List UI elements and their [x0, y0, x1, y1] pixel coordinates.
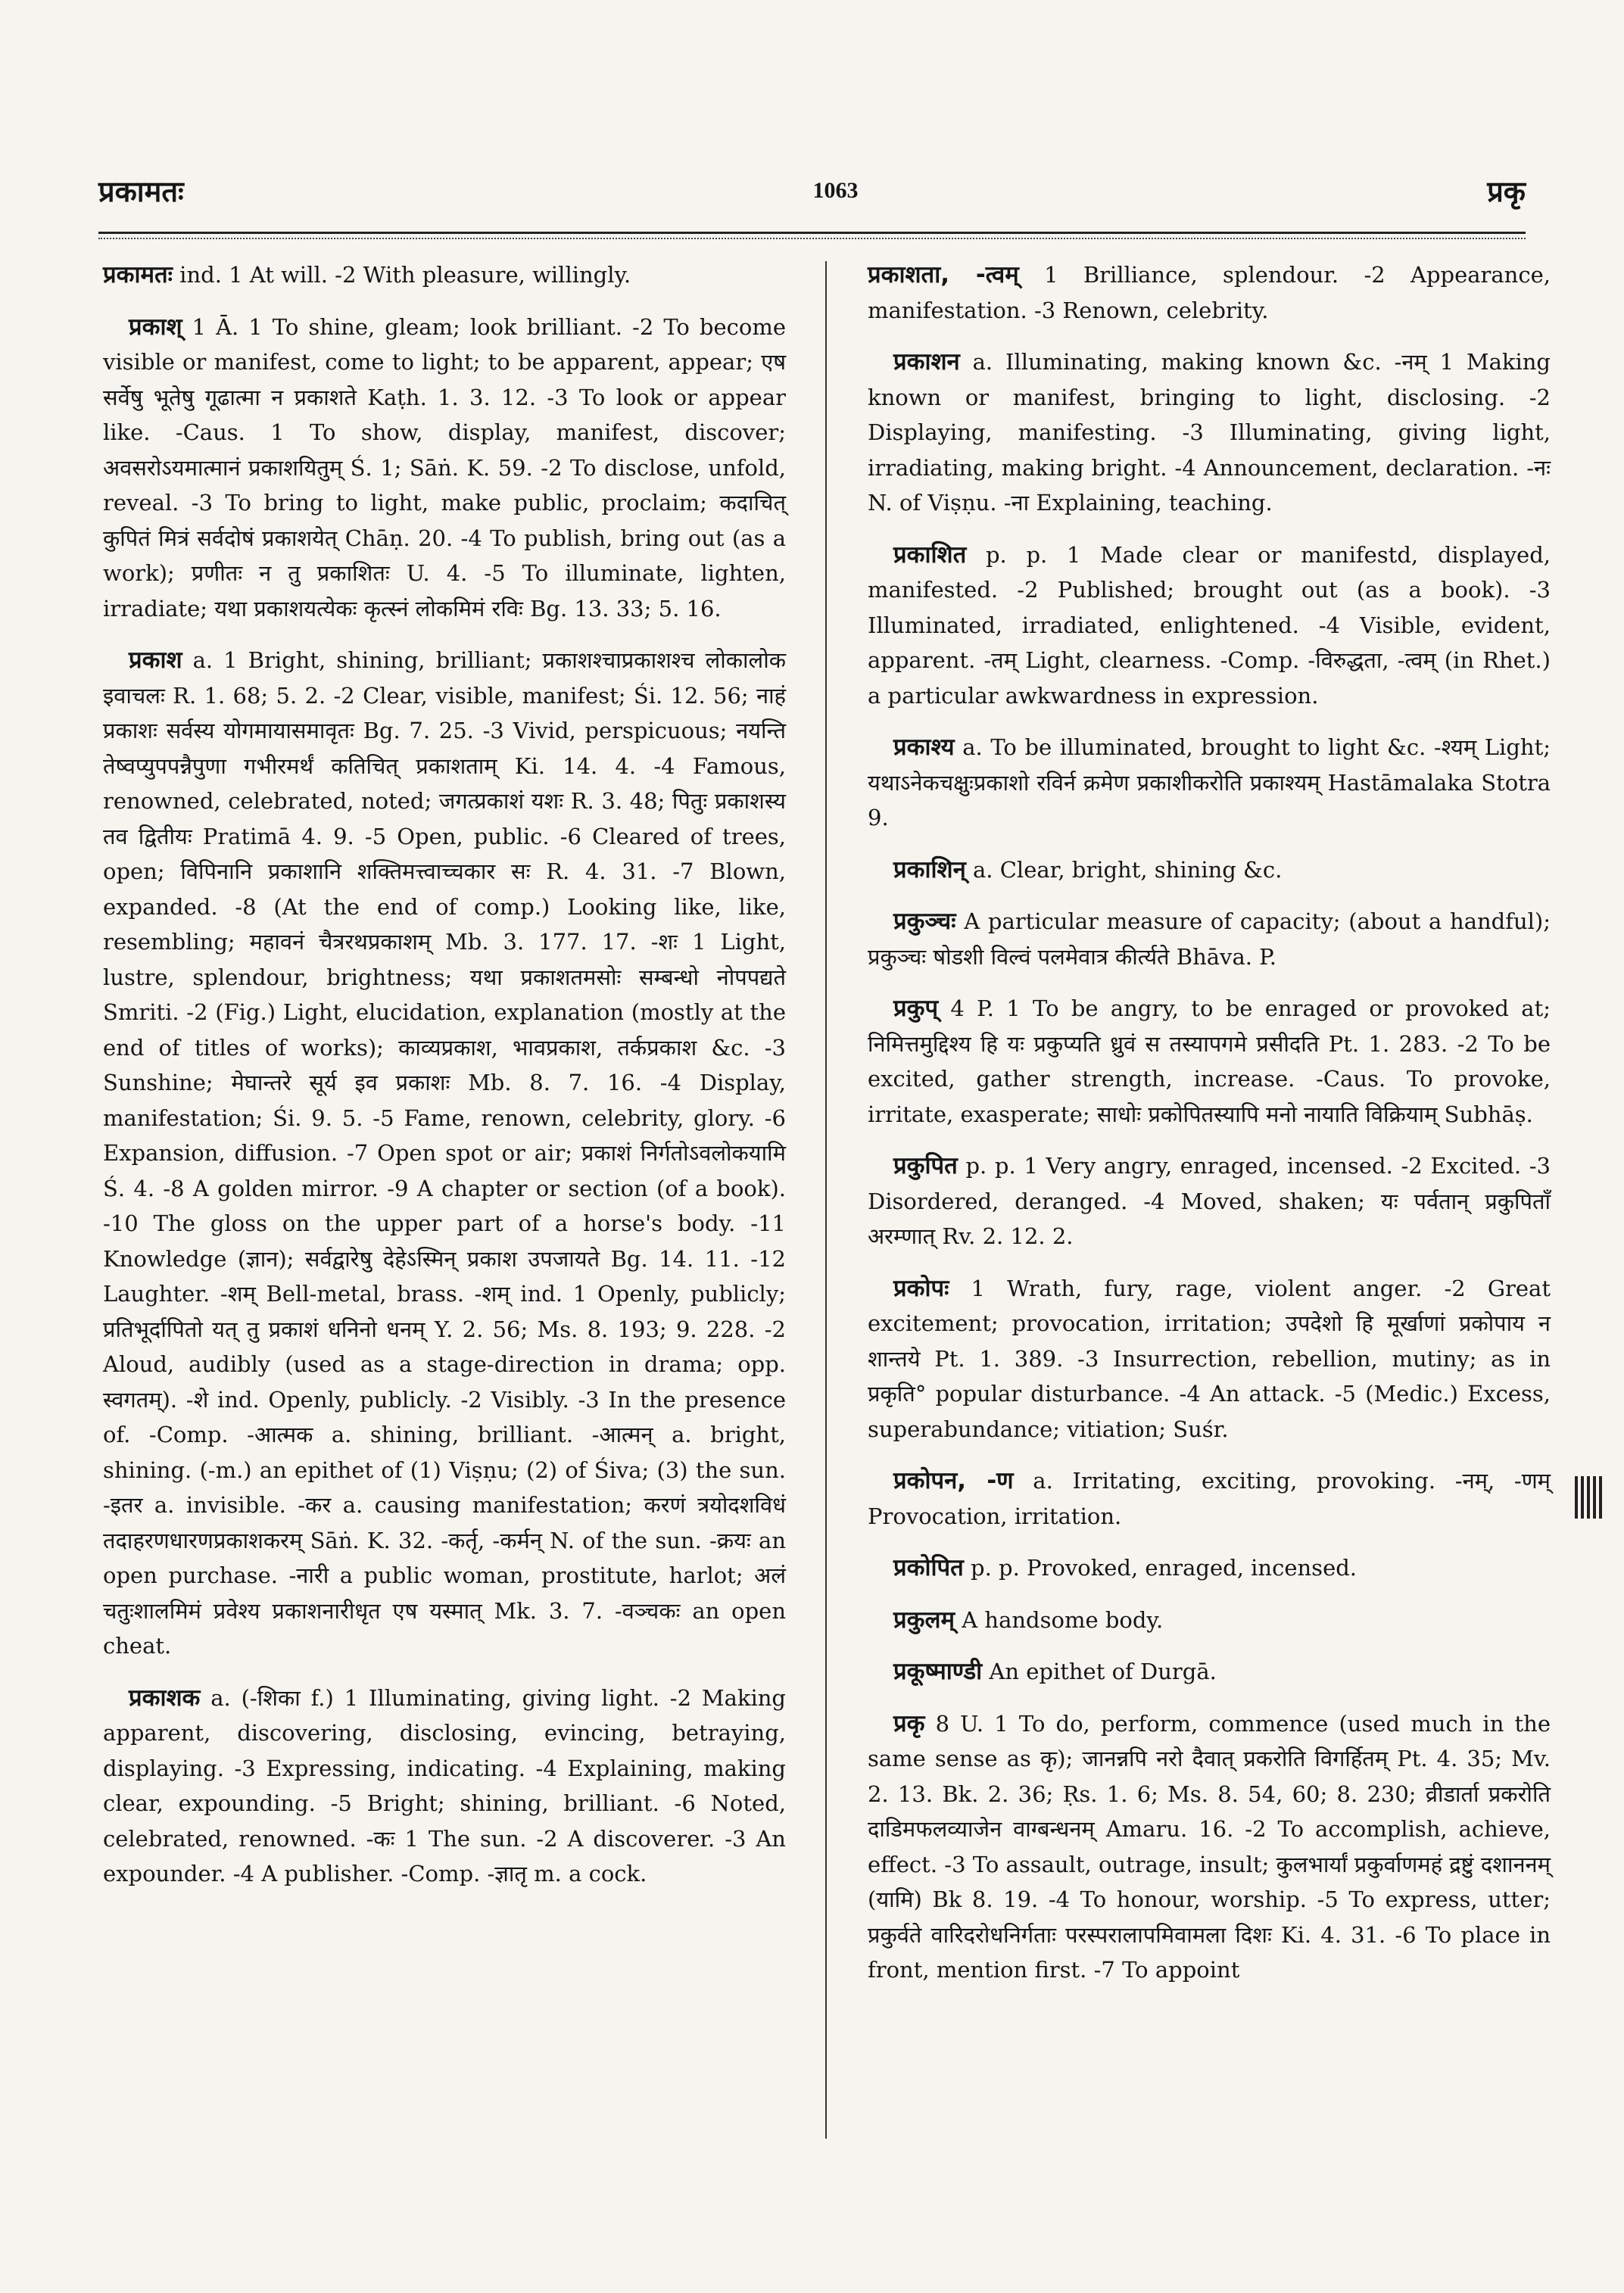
entry-definition: a. Irritating, exciting, provoking. -नम्, -णम् Provocation, irritation. — [868, 1468, 1551, 1529]
entry-headword: प्रकाशिन् — [893, 855, 966, 883]
dictionary-entry — [868, 1603, 1551, 1638]
dictionary-entry — [868, 991, 1551, 1132]
entry-definition: 1 Ā. 1 To shine, gleam; look brilliant. -2 To become visible or manifest, come to light; to be apparent, appear; एष सर्वेषु भूतेषु गूढात्मा न प्रकाशते Kaṭh. 1. 3. 12. -3 To look or appear like. -Caus. 1 To show, display, manifest, discover; अवसरोऽयमात्मानं प्रकाशयितुम् Ś. 1; Sāṅ. K. 59. -2 To disclose, unfold, reveal. -3 To bring to light, make public, proclaim; कदाचित् कुपितं मित्रं सर्वदोषं प्रकाशयेत् Chāṇ. 20. -4 To publish, bring out (as a work); प्रणीतः न तु प्रकाशितः U. 4. -5 To illuminate, lighten, irradiate; यथा प्रकाशयत्येकः कृत्स्नं लोकमिमं रविः Bg. 13. 33; 5. 16. — [103, 313, 786, 622]
entry-headword: प्रकाश् — [129, 313, 182, 341]
dictionary-entry — [868, 537, 1551, 714]
dictionary-entry — [868, 730, 1551, 836]
entry-headword: प्रकोपः — [893, 1274, 949, 1302]
dictionary-entry — [103, 257, 786, 293]
page-number: 1063 — [812, 178, 859, 203]
entry-headword: प्रकृ — [893, 1709, 925, 1737]
entry-definition: A handsome body. — [955, 1606, 1164, 1633]
entry-headword: प्रकूष्माण्डी — [893, 1658, 983, 1685]
entry-headword: प्रकुलम् — [893, 1606, 955, 1634]
entry-headword: प्रकामतः — [103, 261, 173, 288]
column-divider — [825, 261, 827, 2139]
entry-headword: प्रकाशन — [893, 348, 960, 375]
header-rule — [98, 232, 1526, 234]
entry-definition: An epithet of Durgā. — [982, 1659, 1217, 1684]
entry-headword: प्रकुपित — [893, 1152, 958, 1179]
entry-definition: p. p. 1 Very angry, enraged, incensed. -2 Excited. -3 Disordered, deranged. -4 Moved, shaken; यः पर्वतान् प्रकुपिताँ अरम्णात् Rv. 2. 12. 2. — [868, 1153, 1551, 1249]
dictionary-entry — [868, 1550, 1551, 1586]
entry-definition: a. (-शिका f.) 1 Illuminating, giving light. -2 Making apparent, discovering, disclosing, evincing, betraying, displaying. -3 Expressing, indicating. -4 Explaining, making clear, expounding. -5 Bright; shining, brilliant. -6 Noted, celebrated, renowned. -कः 1 The sun. -2 A discoverer. -3 An expounder. -4 A publisher. -Comp. -ज्ञातृ m. a cock. — [103, 1684, 786, 1886]
thumb-index-mark — [1575, 1476, 1602, 1519]
entry-definition: 8 U. 1 To do, perform, commence (used much in the same sense as कृ); जानन्नपि नरो दैवात् प्रकरोति विगर्हितम् Pt. 4. 35; Mv. 2. 13. Bk. 2. 36; Ṛs. 1. 6; Ms. 8. 54, 60; 8. 230; व्रीडार्ता प्रकरोति दाडिमफलव्याजेन वाग्बन्धनम् Amaru. 16. -2 To accomplish, achieve, effect. -3 To assault, outrage, insult; कुलभार्यां प्रकुर्वाणमहं द्रष्टुं दशाननम् (यामि) Bk 8. 19. -4 To honour, worship. -5 To express, utter; प्रकुर्वते वारिदरोधनिर्गताः परस्परालापमिवामला दिशः Ki. 4. 31. -6 To place in front, mention first. -7 To appoint — [868, 1710, 1551, 1983]
entry-headword: प्रकुञ्चः — [893, 908, 956, 935]
entry-definition: p. p. 1 Made clear or manifestd, displayed, manifested. -2 Published; brought out (as a book). -3 Illuminated, irradiated, enlightened. -4 Visible, evident, apparent. -तम् Light, clearness. -Comp. -विरुद्धता, -त्वम् (in Rhet.) a particular awkwardness in expression. — [868, 541, 1551, 709]
dictionary-entry — [868, 1654, 1551, 1690]
left-column — [103, 257, 786, 1908]
entry-definition: a. 1 Bright, shining, brilliant; प्रकाशश्चाप्रकाशश्च लोकालोक इवाचलः R. 1. 68; 5. 2. -2 Clear, visible, manifest; Śi. 12. 56; नाहं प्रकाशः सर्वस्य योगमायासमावृतः Bg. 7. 25. -3 Vivid, perspicuous; नयन्ति तेष्वप्युपपन्नैपुणा गभीरमर्थं कतिचित् प्रकाशताम् Ki. 14. 4. -4 Famous, renowned, celebrated, noted; जगत्प्रकाशं यशः R. 3. 48; पितुः प्रकाशस्य तव द्वितीयः Pratimā 4. 9. -5 Open, public. -6 Cleared of trees, open; विपिनानि प्रकाशानि शक्तिमत्त्वाच्चकार सः R. 4. 31. -7 Blown, expanded. -8 (At the end of comp.) Looking like, like, resembling; महावनं चैत्ररथप्रकाशम् Mb. 3. 177. 17. -शः 1 Light, lustre, splendour, brightness; यथा प्रकाशतमसोः सम्बन्धो नोपपद्यते Smriti. -2 (Fig.) Light, elucidation, explanation (mostly at the end of titles of works); काव्यप्रकाश, भावप्रकाश, तर्कप्रकाश &c. -3 Sunshine; मेघान्तरे सूर्य इव प्रकाशः Mb. 8. 7. 16. -4 Display, manifestation; Śi. 9. 5. -5 Fame, renown, celebrity, glory. -6 Expansion, diffusion. -7 Open spot or air; प्रकाशं निर्गतोऽवलोकयामि Ś. 4. -8 A golden mirror. -9 A chapter or section (of a book). -10 The gloss on the upper part of a horse's body. -11 Knowledge (ज्ञान); सर्वद्वारेषु देहेऽस्मिन् प्रकाश उपजायते Bg. 14. 11. -12 Laughter. -शम् Bell-metal, brass. -शम् ind. 1 Openly, publicly; प्रतिभूर्दापितो यत् तु प्रकाशं धनिनो धनम् Y. 2. 56; Ms. 8. 193; 9. 228. -2 Aloud, audibly (used as a stage-direction in drama; opp. स्वगतम्). -शे ind. Openly, publicly. -2 Visibly. -3 In the presence of. -Comp. -आत्मक a. shining, brilliant. -आत्मन् a. bright, shining. (-m.) an epithet of (1) Viṣṇu; (2) of Śiva; (3) the sun. -इतर a. invisible. -कर a. causing manifestation; करणं त्रयोदशविधं तदाहरणधारणप्रकाशकरम् Sāṅ. K. 32. -कर्तृ, -कर्मन् N. of the sun. -क्रयः an open purchase. -नारी a public woman, prostitute, harlot; अलं चतुःशालमिमं प्रवेश्य प्रकाशनारीधृत एष यस्मात् Mk. 3. 7. -वञ्चकः an open cheat. — [103, 647, 786, 1659]
dictionary-entry — [103, 1681, 786, 1892]
entry-definition: p. p. Provoked, enraged, incensed. — [963, 1555, 1357, 1581]
dictionary-entry — [868, 904, 1551, 974]
dictionary-entry — [103, 643, 786, 1664]
header-dotted-rule — [98, 238, 1526, 239]
entry-headword: प्रकाशित — [893, 541, 967, 569]
entry-headword: प्रकाशक — [129, 1684, 201, 1712]
dictionary-entry — [103, 310, 786, 627]
entry-definition: 1 Wrath, fury, rage, violent anger. -2 Great excitement; provocation, irritation; उपदेशो हि मूर्खाणां प्रकोपाय न शान्तये Pt. 1. 389. -3 Insurrection, rebellion, mutiny; as in प्रकृति° popular disturbance. -4 An attack. -5 (Medic.) Excess, superabundance; vitiation; Suśr. — [868, 1275, 1551, 1442]
entry-headword: प्रकोपित — [893, 1554, 964, 1581]
header-left-guide-word: प्रकामतः — [98, 175, 184, 208]
dictionary-entry — [868, 1706, 1551, 1988]
entry-headword: प्रकाश — [129, 646, 182, 674]
dictionary-entry — [868, 1271, 1551, 1447]
entry-definition: a. Illuminating, making known &c. -नम् 1 Making known or manifest, bringing to light, disclosing. -2 Displaying, manifesting. -3 Illuminating, giving light, irradiating, making bright. -4 Announcement, declaration. -नः N. of Viṣṇu. -ना Explaining, teaching. — [868, 349, 1551, 516]
dictionary-entry — [868, 1463, 1551, 1534]
dictionary-entry — [868, 257, 1551, 328]
entry-definition: A particular measure of capacity; (about a handful); प्रकुञ्चः षोडशी विल्वं पलमेवात्र कीर्त्यते Bhāva. P. — [868, 908, 1551, 970]
entry-definition: a. To be illuminated, brought to light &c. -श्यम् Light; यथाऽनेकचक्षुःप्रकाशो रविर्न क्रमेण प्रकाशीकरोति प्रकाश्यम् Hastāmalaka Stotra 9. — [868, 734, 1551, 830]
entry-definition: 1 Brilliance, splendour. -2 Appearance, manifestation. -3 Renown, celebrity. — [868, 262, 1551, 323]
right-column — [868, 257, 1551, 2005]
entry-definition: 4 P. 1 To be angry, to be enraged or provoked at; निमित्तमुद्दिश्य हि यः प्रकुप्यति ध्रुवं स तस्यापगमे प्रसीदति Pt. 1. 283. -2 To be excited, gather strength, increase. -Caus. To provoke, irritate, exasperate; साधोः प्रकोपितस्यापि मनो नायाति विक्रियाम् Subhāṣ. — [868, 995, 1551, 1127]
entry-headword: प्रकोपन, -ण — [893, 1467, 1014, 1494]
entry-headword: प्रकाशता, -त्वम् — [868, 261, 1019, 288]
header-right-guide-word: प्रकृ — [1487, 175, 1526, 208]
entry-headword: प्रकाश्य — [893, 734, 955, 761]
entry-headword: प्रकुप् — [893, 995, 939, 1022]
page-header — [98, 168, 1526, 213]
dictionary-entry — [868, 1148, 1551, 1254]
entry-definition: a. Clear, bright, shining &c. — [965, 856, 1283, 883]
dictionary-entry — [868, 344, 1551, 521]
dictionary-entry — [868, 852, 1551, 888]
entry-definition: ind. 1 At will. -2 With pleasure, willingly. — [172, 262, 631, 288]
